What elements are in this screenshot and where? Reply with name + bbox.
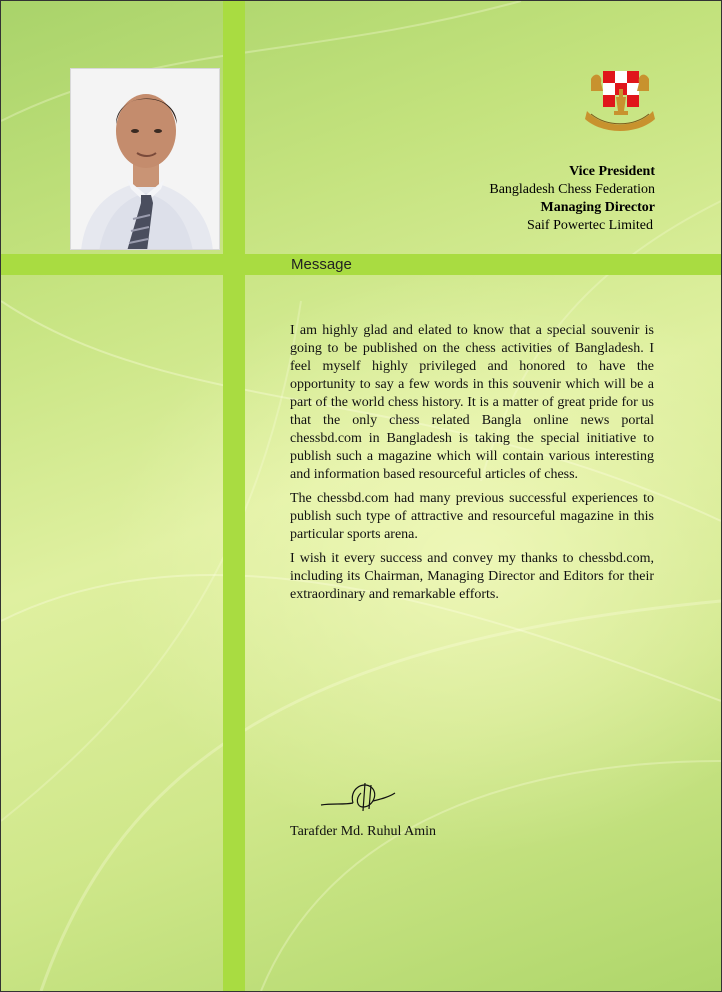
- section-heading: Message: [291, 256, 352, 273]
- signer-titles: [489, 163, 655, 235]
- portrait-photo: [70, 68, 220, 250]
- signer-name: Tarafder Md. Ruhul Amin: [290, 824, 436, 839]
- message-paragraph: I wish it every success and convey my thanks to chessbd.com, including its Chairman, Managing Director and Editors for their extraordinary and remarkable efforts.: [290, 551, 654, 602]
- handwritten-signature: [319, 779, 399, 815]
- message-body: [290, 322, 654, 610]
- title-role-managing-director: Managing Director: [540, 200, 655, 215]
- title-role-vice-president: Vice President: [569, 164, 655, 179]
- chess-federation-emblem: [583, 67, 657, 133]
- title-org-saif-powertec: Saif Powertec Limited: [527, 218, 653, 233]
- vertical-cross-bar: [223, 1, 245, 991]
- message-paragraph: I am highly glad and elated to know that a special souvenir is going to be published on the chess activities of Bangladesh. I feel myself highly privileged and honored to have the opportunity to say a few words in this souvenir which will be a part of the world chess history. It is a matter of great pride for us that the only chess related Bangla online news portal chessbd.com in Bangladesh is taking the special initiative to publish such a magazine which will contain various interesting and information based resourceful articles of chess.: [290, 323, 654, 482]
- title-org-chess-federation: Bangladesh Chess Federation: [489, 182, 655, 197]
- message-paragraph: The chessbd.com had many previous successful experiences to publish such type of attractive and resourceful magazine in this particular sports arena.: [290, 491, 654, 542]
- horizontal-cross-bar: [1, 254, 721, 275]
